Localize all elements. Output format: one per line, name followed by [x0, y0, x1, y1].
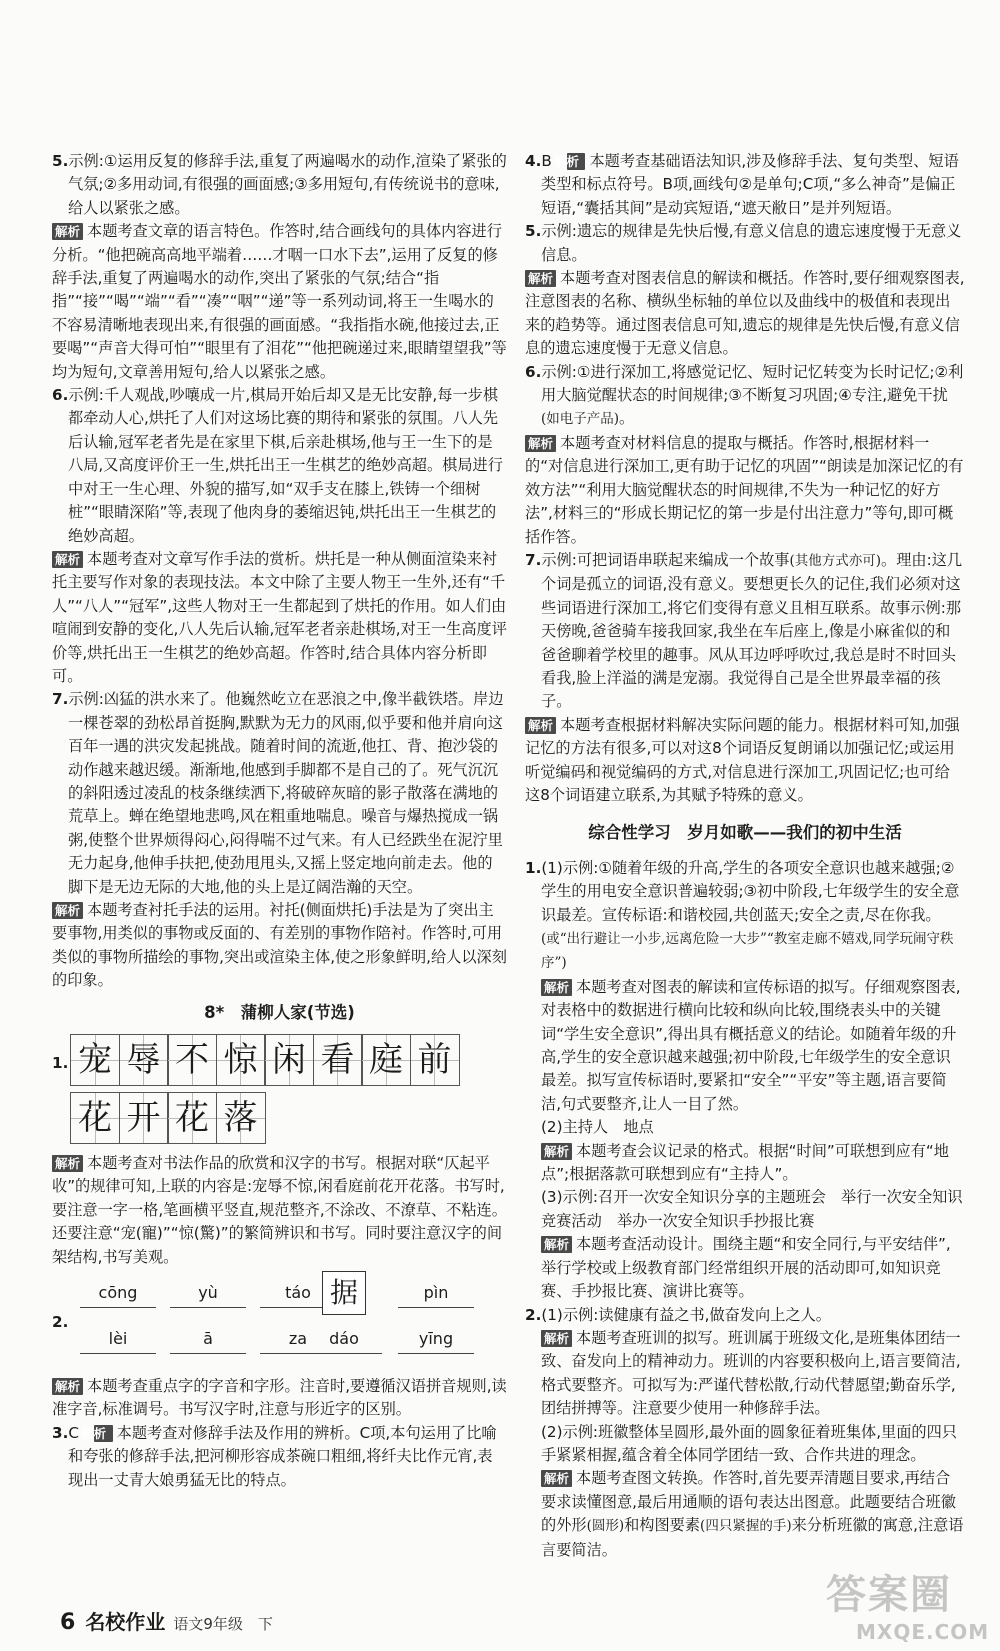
answer-z1-3: (3)示例:召开一次安全知识分享的主题班会 举行一次安全知识竞赛活动 举办一次安全知识手抄报比赛: [541, 1188, 963, 1230]
analysis-tag: 解析: [541, 1330, 572, 1347]
analysis-tag: 解析: [94, 1425, 113, 1442]
answer-5: 5.示例:①运用反复的修辞手法,重复了两遍喝水的动作,渲染了紧张的气氛;②多用动词,有很强的画面感;③多用短句,有传统说书的意味,给人以紧张之感。: [52, 152, 507, 217]
analysis-tag: 解析: [541, 979, 572, 996]
calligraphy-grid-row-1: 1. 宠 辱 不 惊 闲 看 庭 前: [52, 1034, 507, 1086]
analysis-tag: 解析: [525, 435, 556, 452]
grid-cell: 庭: [361, 1034, 411, 1086]
analysis-tag: 解析: [541, 1236, 572, 1253]
analysis-tag: 解析: [52, 223, 83, 240]
right-column: [525, 150, 965, 1562]
grid-cell: 前: [410, 1034, 460, 1086]
grid-cell: 看: [313, 1034, 363, 1086]
analysis-z2-2: 解析 本题考查图文转换。作答时,首先要弄清题目要求,再结合要求读懂图意,最后用通顺的语句表达出图意。此题要结合班徽的外形(圆形)和构图要素(四只紧握的手)来分析班徽的寓意,注意语言要简洁。: [541, 1469, 964, 1559]
analysis-r6: 解析 本题考查对材料信息的提取与概括。作答时,根据材料一的“对信息进行深加工,更有助于记忆的巩固”“朗读是加深记忆的有效方法”“利用大脑觉醒状态的时间规律,不失为一种记忆的好方法”,材料三的“形成长期记忆的第一步是付出注意力”等句,即可概括作答。: [525, 433, 964, 546]
analysis-6: 解析 本题考查对文章写作手法的赏析。烘托是一种从侧面渲染来衬托主要写作对象的表现技法。本文中除了主要人物王一生外,还有“千人”“八人”“冠军”,这些人物对王一生都起到了烘托的作用。如人们由喧闹到安静的变化,八人先后认输,冠军老者亲赴棋场,对王一生高度评价等,烘托出王一生棋艺的绝妙高超。作答时,结合具体内容分析即可。: [52, 549, 507, 685]
analysis-tag: 解析: [525, 270, 556, 287]
answer-z2-1: 2.(1)示例:读健康有益之书,做奋发向上之人。: [525, 1305, 831, 1324]
analysis-tag: 解析: [52, 902, 83, 919]
pinyin-item: za: [254, 1327, 342, 1350]
grid-cell: 宠: [70, 1034, 120, 1086]
analysis-5: 解析 本题考查文章的语言特色。作答时,结合画线句的具体内容进行分析。“他把碗高高地平端着……才咽一口水下去”,运用了反复的修辞手法,重复了两遍喝水的动作,突出了紧张的气氛;结合“指指”“接”“喝”“端”“看”“凑”“咽”“递”等一系列动词,将王一生喝水的不容易清晰地表现出来,有很强的画面感。“我指指水碗,他接过去,正要喝”“声音大得可怕”“眼里有了泪花”“他把碗递过来,眼睛望望我”等均为短句,文章善用短句,给人以紧张之感。: [52, 222, 507, 381]
grid-cell: 闲: [264, 1034, 314, 1086]
grid-cell: 不: [167, 1034, 217, 1086]
analysis-7: 解析 本题考查衬托手法的运用。衬托(侧面烘托)手法是为了突出主要事物,用类似的事物或反面的、有差别的事物作陪衬。作答时,可用类似的事物所描绘的事物,突出或渲染主体,使之形象鲜明,给人以深刻的印象。: [52, 901, 507, 990]
analysis-8-2: 解析 本题考查重点字的字音和字形。注音时,要遵循汉语拼音规则,读准字音,标准调号。书写汉字时,注意与形近字的区别。: [52, 1377, 507, 1419]
analysis-tag: 解析: [525, 717, 556, 734]
section-title-8: 8* 蒲柳人家(节选): [204, 1002, 355, 1022]
pinyin-item: ā: [164, 1327, 252, 1350]
pinyin-item: yù: [164, 1281, 252, 1304]
grid-cell: 开: [119, 1092, 169, 1144]
page-number: 6: [60, 1610, 76, 1635]
grid-cell: 落: [216, 1092, 266, 1144]
answer-6: 6.示例:千人观战,吵嚷成一片,棋局开始后却又是无比安静,每一步棋都牵动人心,烘托了人们对这场比赛的期待和紧张的氛围。八人先后认输,冠军老者先是在家里下棋,后亲赴棋场,他与王一生下的是八局,又高度评价王一生,烘托出王一生棋艺的绝妙高超。棋局进行中对王一生心理、外貌的描写,如“双手支在膝上,铁铸一个细树桩”“眼睛深陷”等,表现了他肉身的萎缩迟钝,烘托出王一生棋艺的绝妙高超。: [52, 386, 503, 545]
character-box: 据: [322, 1271, 366, 1315]
pinyin-item: yīng: [392, 1327, 480, 1350]
grid-cell: 辱: [119, 1034, 169, 1086]
analysis-tag: 解析: [52, 551, 83, 568]
calligraphy-grid-row-2: [70, 1092, 507, 1144]
pinyin-item: pìn: [392, 1281, 480, 1304]
analysis-z2-1: 解析 本题考查班训的拟写。班训属于班级文化,是班集体团结一致、奋发向上的精神动力。班训的内容要积极向上,语言要简洁,格式要整齐。可拟写为:严谨代替松散,行动代替愿望;勤奋乐学,团结拼搏等。注意要少使用一种修辞手法。: [541, 1328, 961, 1418]
subject-label: 语文9年级 下: [173, 1615, 273, 1633]
pinyin-item: cōng: [74, 1281, 162, 1304]
answer-8-3: 3.C 解析 本题考查对修辞手法及作用的辨析。C项,本句运用了比喻和夸张的修辞手法,把河柳形容成茶碗口粗细,将纤夫比作元宵,表现出一丈青大娘勇猛无比的特点。: [52, 1423, 497, 1489]
grid-cell: 惊: [216, 1034, 266, 1086]
answer-z1-1: 1.(1)示例:①随着年级的升高,学生的各项安全意识也越来越强;②学生的用电安全意识普遍较弱;③初中阶段,七年级学生的安全意识最差。宣传标语:和谐校园,共创蓝天;安全之责,尽在你我。(或“出行避让一小步,远离危险一大步”“教室走廊不嬉戏,同学玩闹守秩序”): [525, 858, 960, 972]
analysis-tag: 解析: [52, 1378, 83, 1395]
answer-7: 7.示例:凶猛的洪水来了。他巍然屹立在恶浪之中,像半截铁塔。岸边一棵苍翠的劲松昂首挺胸,默默为无力的风雨,似乎要和他并肩向这百年一遇的洪灾发起挑战。随着时间的流逝,他扛、背、抱沙袋的动作越来越迟缓。渐渐地,他感到手脚都不是自己的了。死气沉沉的斜阳透过凌乱的枝条继续洒下,将破碎灰暗的影子散落在满地的荒草上。蝉在绝望地悲鸣,风在粗重地喘息。噪音与爆热搅成一锅粥,使整个世界烦得闷心,闷得喘不过气来。有人已经跌坐在泥泞里无力起身,他伸手扶把,使劲甩甩头,又摇上竖定地向前走去。他的脚下是无边无际的大地,他的头上是辽阔浩瀚的天空。: [52, 690, 504, 896]
analysis-tag: 解析: [567, 153, 586, 170]
pinyin-item: lèi: [74, 1327, 162, 1350]
analysis-z1-1: 解析 本题考查对图表的解读和宣传标语的拟写。仔细观察图表,对表格中的数据进行横向比较和纵向比较,围绕表头中的关键词“学生安全意识”,得出具有概括意义的结论。如随着年级的升高,学生的安全意识越来越强;初中阶段,七年级学生的安全意识最差。拟写宣传标语时,要紧扣“安全”“平安”等主题,语言要简洁,句式要整齐,让人一目了然。: [541, 977, 961, 1113]
analysis-r5: 解析 本题考查对图表信息的解读和概括。作答时,要仔细观察图表,注意图表的名称、横纵坐标轴的单位以及曲线中的极值和表现出来的趋势等。通过图表信息可知,遗忘的规律是先快后慢,有意义信息的遗忘速度慢于无意义信息。: [525, 269, 965, 358]
pinyin-item: táo: [254, 1281, 342, 1304]
analysis-z1-3: 解析 本题考查活动设计。围绕主题“和安全同行,与平安结伴”,举行学校或上级教育部门经常组织开展的活动即可,如知识竞赛、手抄报比赛、演讲比赛等。: [541, 1235, 951, 1301]
analysis-tag: 解析: [52, 1155, 83, 1172]
grid-cell: 花: [167, 1092, 217, 1144]
watermark-logo: 答案圈 MXQE.COM: [826, 1572, 990, 1644]
analysis-z1-2: 解析 本题考查会议记录的格式。根据“时间”可联想到应有“地点”;根据落款可联想到应有“主持人”。: [541, 1141, 949, 1184]
grid-cell: 花: [70, 1092, 120, 1144]
brand-name: 名校作业: [85, 1610, 166, 1634]
answer-4: 4.B 解析 本题考查基础语法知识,涉及修辞手法、复句类型、短语类型和标点符号。B项,画线句②是单句;C项,“多么神奇”是偏正短语,“囊括其间”是动宾短语,“遮天敝日”是并列短语。: [525, 152, 959, 217]
section-title-comprehensive: 综合性学习 岁月如歌——我们的初中生活: [588, 823, 902, 843]
page-footer: [60, 1606, 273, 1635]
answer-z2-2: (2)示例:班徽整体呈圆形,最外面的圆象征着班集体,里面的四只手紧紧相握,蕴含着全体同学团结一致、合作共进的理念。: [541, 1422, 957, 1464]
answer-z1-2: (2)主持人 地点: [541, 1118, 654, 1137]
answer-r7: 7.示例:可把词语串联起来编成一个故事(其他方式亦可)。理由:这几个词是孤立的词语,没有意义。要想更长久的记住,我们必须对这些词语进行深加工,将它们变得有意义且相互联系。故事示例:那天傍晚,爸爸骑车接我回家,我坐在车后座上,像是小麻雀似的和爸爸聊着学校里的趣事。风从耳边呼呼吹过,我总是时不时回头看我,脸上洋溢的满是宠溺。我觉得自己是全世界最幸福的孩子。: [525, 550, 963, 711]
analysis-tag: 解析: [541, 1470, 572, 1487]
analysis-r7: 解析 本题考查根据材料解决实际问题的能力。根据材料可知,加强记忆的方法有很多,可以对这8个词语反复朗诵以加强记忆;或运用听觉编码和视觉编码的方式,对信息进行深加工,巩固记忆;也可给这8个词语建立联系,为其赋予特殊的意义。: [525, 715, 960, 804]
answer-r6: 6.示例:①进行深加工,将感觉记忆、短时记忆转变为长时记忆;②利用大脑觉醒状态的时间规律;③不断复习巩固;④专注,避免干扰(如电子产品)。: [525, 362, 964, 428]
answer-r5: 5.示例:遗忘的规律是先快后慢,有意义信息的遗忘速度慢于无意义信息。: [525, 222, 962, 264]
pinyin-item: dáo: [300, 1327, 388, 1350]
analysis-8-1: 解析 本题考查对书法作品的欣赏和汉字的书写。根据对联“仄起平收”的规律可知,上联的内容是:宠辱不惊,闲看庭前花开花落。书写时,要注意一字一格,笔画横平竖直,规范整齐,不涂改、不潦草、不粘连。还要注意“宠(寵)”“惊(驚)”的繁简辨识和书写。同时要注意汉字的间架结构,书写美观。: [52, 1154, 507, 1266]
analysis-tag: 解析: [541, 1143, 572, 1160]
left-column: [52, 150, 507, 1492]
pinyin-block: 2. cōng lèi yù ā táo za 据 dáo pìn yīng: [52, 1275, 507, 1371]
